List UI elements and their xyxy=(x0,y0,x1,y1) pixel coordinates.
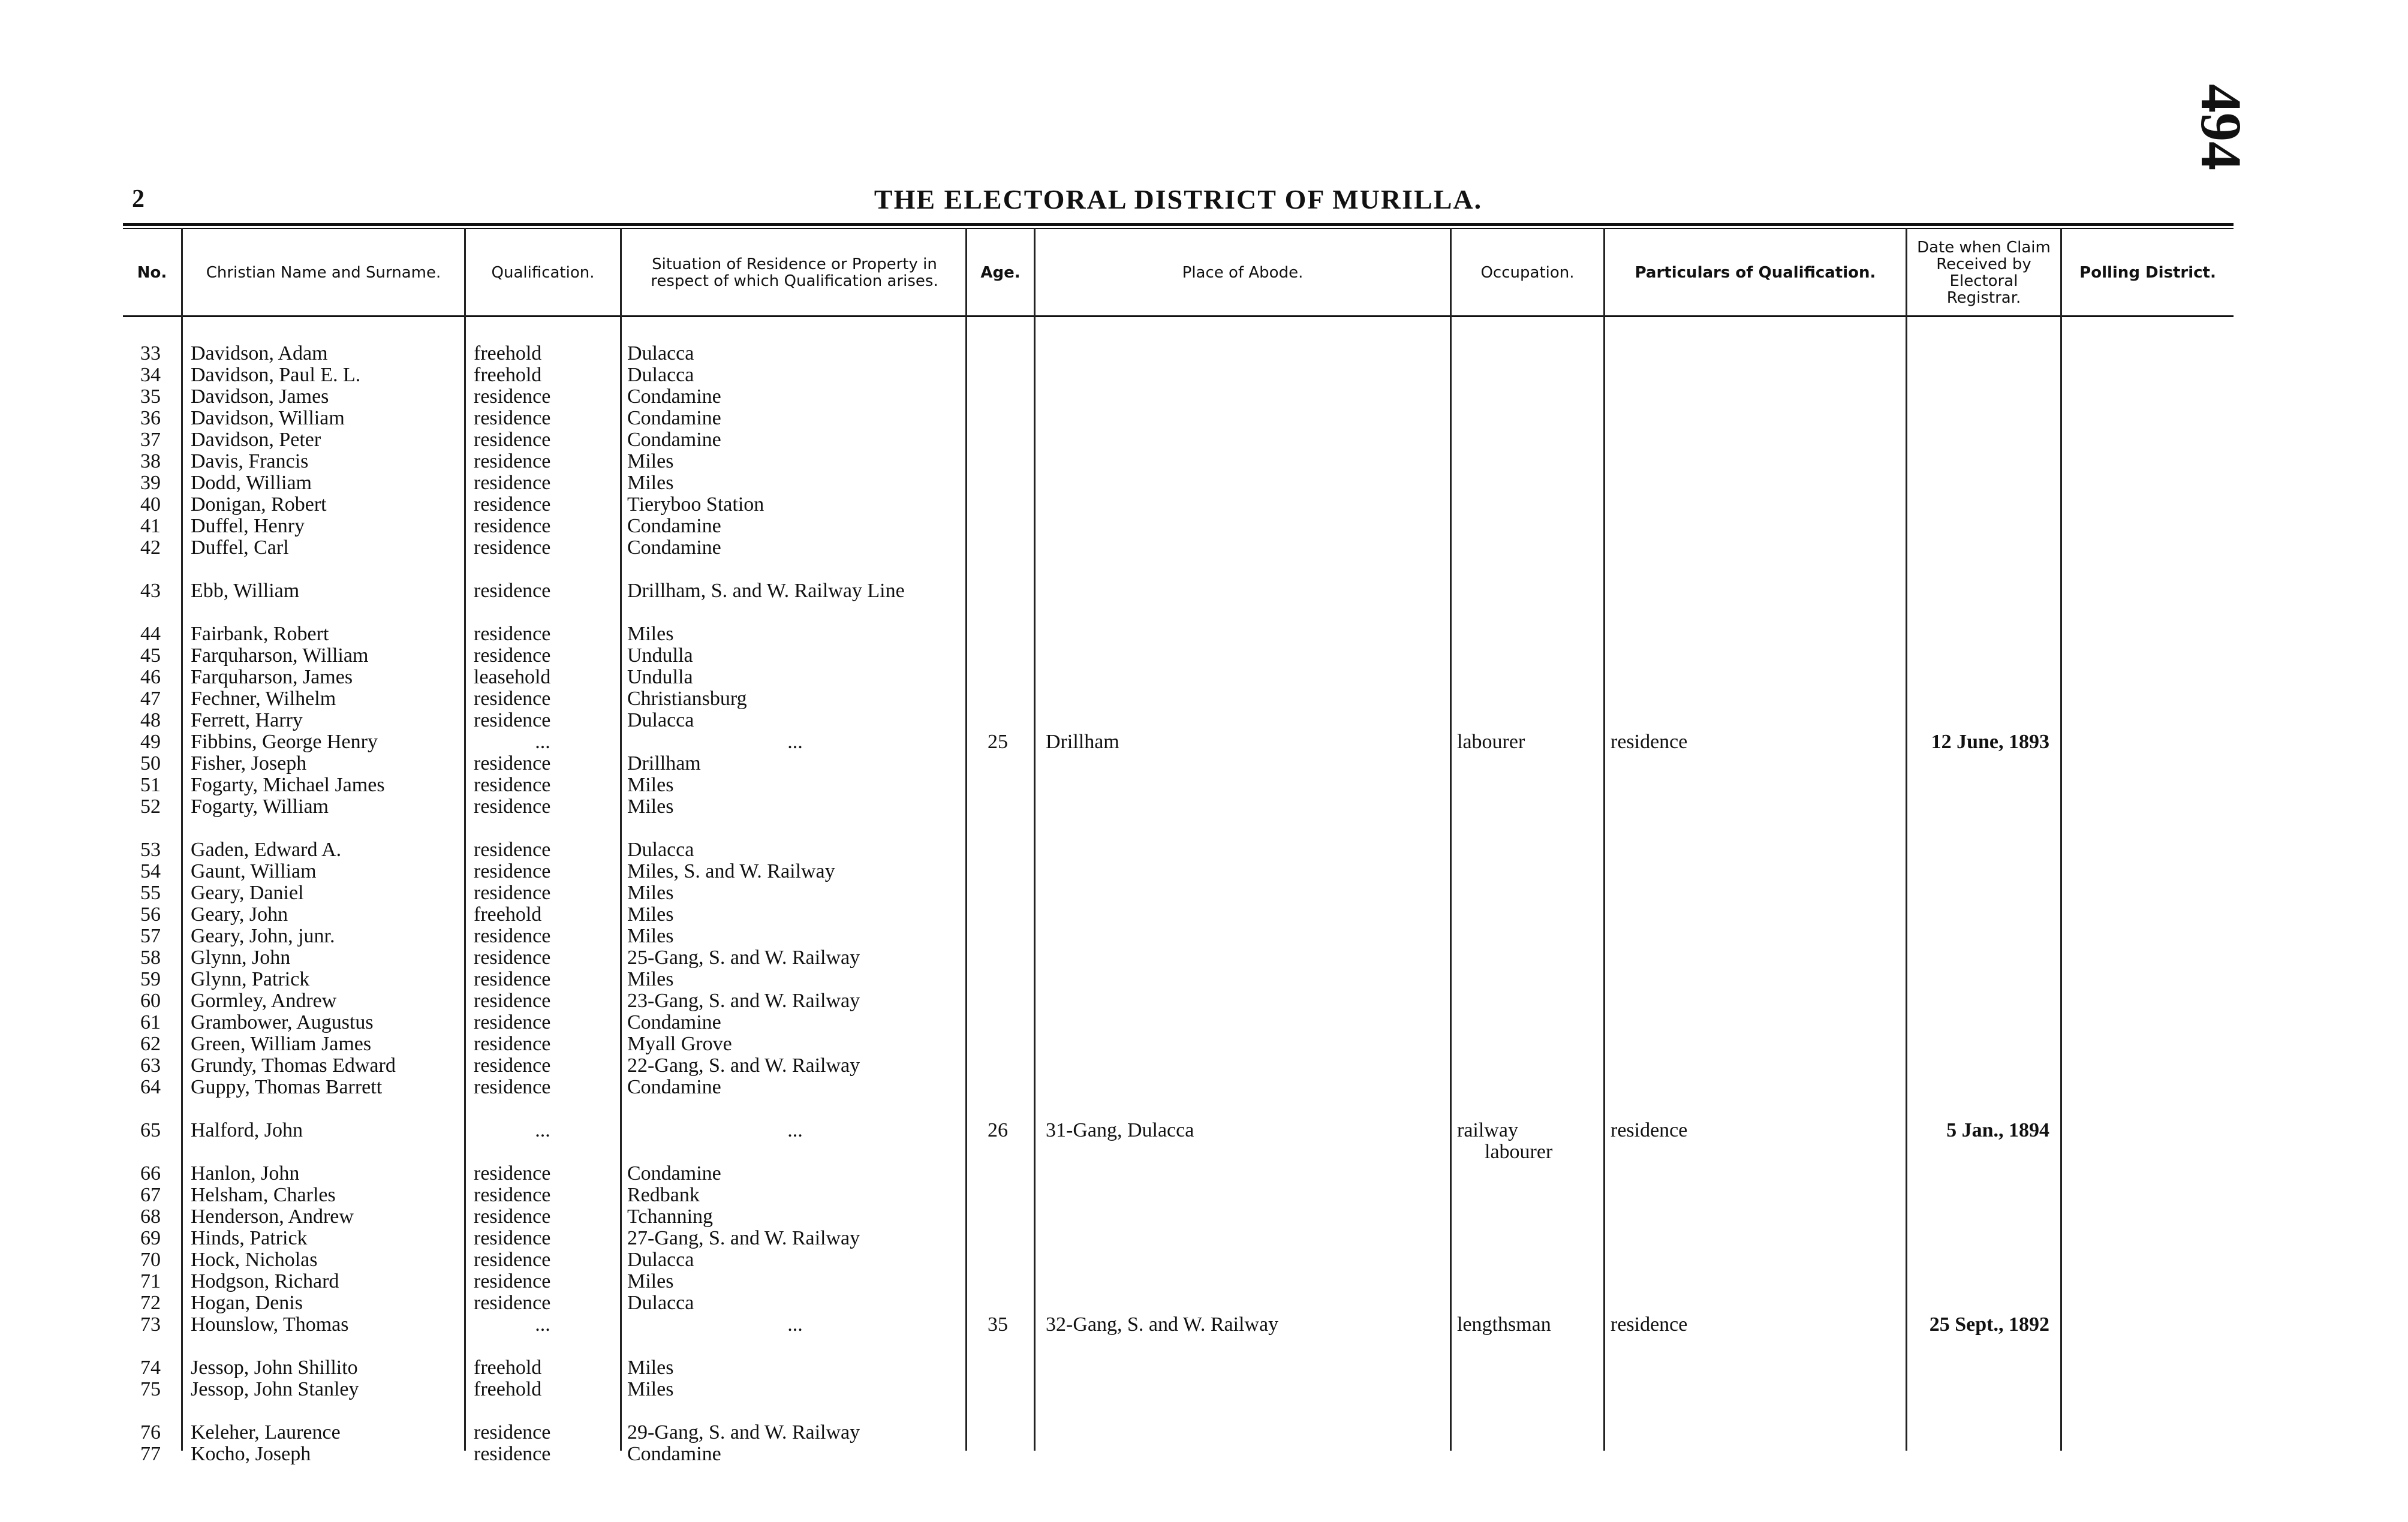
entry-residence: Redbank xyxy=(627,1184,700,1206)
entry-number: 48 xyxy=(140,709,161,731)
entry-residence: Christiansburg xyxy=(627,688,747,710)
entry-qualification: residence xyxy=(474,1292,551,1314)
entry-name: Gaden, Edward A. xyxy=(191,839,342,861)
entry-qualification: residence xyxy=(474,407,551,429)
entry-number: 70 xyxy=(140,1249,161,1271)
entry-name: Ebb, William xyxy=(191,580,300,602)
header-polling: Polling District. xyxy=(2079,264,2216,282)
entry-residence: Miles xyxy=(627,472,674,494)
page-number: 2 xyxy=(132,185,145,213)
entry-qualification: residence xyxy=(474,537,551,559)
entry-name: Davidson, William xyxy=(191,407,345,429)
entry-residence: Condamine xyxy=(627,1011,721,1033)
entry-name: Fogarty, William xyxy=(191,795,329,818)
entry-name: Green, William James xyxy=(191,1033,372,1055)
entry-number: 53 xyxy=(140,839,161,861)
entry-qualification: residence xyxy=(474,839,551,861)
entry-name: Grundy, Thomas Edward xyxy=(191,1054,396,1077)
entry-residence: Tchanning xyxy=(627,1205,714,1228)
entry-name: Hodgson, Richard xyxy=(191,1270,339,1292)
entry-qualification: freehold xyxy=(474,342,542,364)
column-divider xyxy=(181,228,183,1451)
entry-residence: Dulacca xyxy=(627,342,694,364)
column-divider xyxy=(620,228,622,1451)
entry-number: 45 xyxy=(140,644,161,667)
entry-name: Davidson, Paul E. L. xyxy=(191,364,361,386)
entry-residence: Dulacca xyxy=(627,839,694,861)
entry-qualification: freehold xyxy=(474,903,542,926)
page-stamp: 494 xyxy=(2189,84,2253,170)
entry-number: 57 xyxy=(140,925,161,947)
entry-age: 25 xyxy=(988,731,1008,753)
entry-residence: Miles xyxy=(627,903,674,926)
entry-qualification: residence xyxy=(474,688,551,710)
entry-number: 66 xyxy=(140,1162,161,1185)
entry-number: 38 xyxy=(140,450,161,472)
entry-date-received: 25 Sept., 1892 xyxy=(1929,1313,2049,1336)
entry-residence: Condamine xyxy=(627,407,721,429)
entry-name: Dodd, William xyxy=(191,472,312,494)
entry-age: 35 xyxy=(988,1313,1008,1336)
entry-qualification: residence xyxy=(474,1076,551,1098)
entry-number: 76 xyxy=(140,1421,161,1443)
entry-residence: Condamine xyxy=(627,537,721,559)
entry-number: 36 xyxy=(140,407,161,429)
entry-qualification: leasehold xyxy=(474,666,551,688)
entry-residence: 25-Gang, S. and W. Railway xyxy=(627,947,860,969)
entry-residence: Dulacca xyxy=(627,1249,694,1271)
entry-number: 59 xyxy=(140,968,161,990)
entry-number: 42 xyxy=(140,537,161,559)
entry-number: 56 xyxy=(140,903,161,926)
entry-number: 58 xyxy=(140,947,161,969)
entry-number: 73 xyxy=(140,1313,161,1336)
entry-name: Jessop, John Shillito xyxy=(191,1357,358,1379)
header-occupation: Occupation. xyxy=(1480,264,1575,282)
entry-name: Hanlon, John xyxy=(191,1162,300,1185)
entry-qualification: residence xyxy=(474,1270,551,1292)
entry-qualification: residence xyxy=(474,1054,551,1077)
entry-number: 37 xyxy=(140,429,161,451)
entry-date-received: 12 June, 1893 xyxy=(1931,731,2049,753)
header-name: Christian Name and Surname. xyxy=(206,264,441,282)
column-divider xyxy=(2060,228,2062,1451)
entry-particulars: residence xyxy=(1611,1313,1688,1336)
entry-number: 41 xyxy=(140,515,161,537)
entry-name: Donigan, Robert xyxy=(191,493,327,516)
entry-number: 72 xyxy=(140,1292,161,1314)
entry-qualification: residence xyxy=(474,1421,551,1443)
entry-residence: Condamine xyxy=(627,385,721,408)
entry-name: Davis, Francis xyxy=(191,450,309,472)
entry-name: Geary, John xyxy=(191,903,288,926)
entry-residence: Undulla xyxy=(627,666,693,688)
entry-residence: Miles xyxy=(627,925,674,947)
entry-number: 52 xyxy=(140,795,161,818)
entry-residence: Condamine xyxy=(627,1162,721,1185)
entry-residence: Undulla xyxy=(627,644,693,667)
entry-residence: Miles xyxy=(627,623,674,645)
entry-qualification: residence xyxy=(474,1184,551,1206)
column-divider xyxy=(464,228,466,1451)
page-title: THE ELECTORAL DISTRICT OF MURILLA. xyxy=(874,184,1483,215)
entry-residence: Dulacca xyxy=(627,709,694,731)
entry-qualification: residence xyxy=(474,925,551,947)
entry-qualification: residence xyxy=(474,1162,551,1185)
entry-residence: Condamine xyxy=(627,1076,721,1098)
entry-particulars: residence xyxy=(1611,1119,1688,1141)
entry-qualification: ... xyxy=(535,1313,550,1336)
entry-name: Ferrett, Harry xyxy=(191,709,303,731)
entry-name: Fibbins, George Henry xyxy=(191,731,378,753)
entry-name: Farquharson, James xyxy=(191,666,353,688)
entry-residence: 23-Gang, S. and W. Railway xyxy=(627,990,860,1012)
entry-name: Glynn, Patrick xyxy=(191,968,310,990)
entry-number: 43 xyxy=(140,580,161,602)
entry-number: 61 xyxy=(140,1011,161,1033)
entry-residence: Condamine xyxy=(627,429,721,451)
column-divider xyxy=(965,228,967,1451)
entry-number: 49 xyxy=(140,731,161,753)
column-divider xyxy=(1906,228,1907,1451)
entry-name: Fisher, Joseph xyxy=(191,752,307,774)
header-date: Date when Claim Received by Electoral Registrar. xyxy=(1917,239,2051,307)
entry-number: 47 xyxy=(140,688,161,710)
entry-occupation: railway xyxy=(1457,1119,1518,1141)
entry-qualification: residence xyxy=(474,774,551,796)
top-rule-thick xyxy=(123,223,2234,226)
entry-number: 77 xyxy=(140,1443,161,1465)
entry-name: Henderson, Andrew xyxy=(191,1205,354,1228)
entry-number: 50 xyxy=(140,752,161,774)
entry-qualification: residence xyxy=(474,990,551,1012)
entry-qualification: residence xyxy=(474,968,551,990)
entry-qualification: residence xyxy=(474,623,551,645)
entry-residence: Miles xyxy=(627,450,674,472)
entry-qualification: freehold xyxy=(474,1378,542,1400)
entry-name: Fairbank, Robert xyxy=(191,623,329,645)
entry-qualification: residence xyxy=(474,882,551,904)
header-abode: Place of Abode. xyxy=(1182,264,1304,282)
entry-qualification: residence xyxy=(474,1011,551,1033)
column-divider xyxy=(1034,228,1036,1451)
entry-abode: 31-Gang, Dulacca xyxy=(1046,1119,1194,1141)
entry-qualification: residence xyxy=(474,947,551,969)
entry-residence: Dulacca xyxy=(627,1292,694,1314)
entry-name: Farquharson, William xyxy=(191,644,369,667)
entry-number: 55 xyxy=(140,882,161,904)
entry-number: 74 xyxy=(140,1357,161,1379)
header-qualification: Qualification. xyxy=(491,264,595,282)
entry-number: 54 xyxy=(140,860,161,882)
entry-name: Fogarty, Michael James xyxy=(191,774,385,796)
entry-residence: Condamine xyxy=(627,515,721,537)
entry-qualification: residence xyxy=(474,795,551,818)
header-situation: Situation of Residence or Property in respect of which Qualification arises. xyxy=(651,255,938,290)
entry-qualification: residence xyxy=(474,644,551,667)
entry-qualification: residence xyxy=(474,752,551,774)
entry-qualification: residence xyxy=(474,385,551,408)
entry-residence: Miles xyxy=(627,1357,674,1379)
entry-qualification: residence xyxy=(474,1205,551,1228)
entry-residence: Tieryboo Station xyxy=(627,493,764,516)
entry-qualification: residence xyxy=(474,515,551,537)
entry-residence: Miles xyxy=(627,774,674,796)
entry-number: 39 xyxy=(140,472,161,494)
entry-residence: 29-Gang, S. and W. Railway xyxy=(627,1421,860,1443)
entry-number: 51 xyxy=(140,774,161,796)
entry-residence: Miles, S. and W. Railway xyxy=(627,860,835,882)
entry-name: Halford, John xyxy=(191,1119,303,1141)
entry-number: 71 xyxy=(140,1270,161,1292)
entry-residence: Miles xyxy=(627,795,674,818)
column-divider xyxy=(1603,228,1605,1451)
entry-residence: Drillham, S. and W. Railway Line xyxy=(627,580,905,602)
entry-number: 67 xyxy=(140,1184,161,1206)
entry-name: Keleher, Laurence xyxy=(191,1421,341,1443)
entry-qualification: residence xyxy=(474,429,551,451)
header-rule xyxy=(123,315,2234,317)
entry-name: Grambower, Augustus xyxy=(191,1011,374,1033)
entry-residence: ... xyxy=(787,1119,803,1141)
entry-name: Hounslow, Thomas xyxy=(191,1313,349,1336)
entry-occupation: labourer xyxy=(1457,731,1525,753)
entry-number: 40 xyxy=(140,493,161,516)
header-particulars: Particulars of Qualification. xyxy=(1635,264,1876,282)
entry-qualification: residence xyxy=(474,1249,551,1271)
entry-qualification: residence xyxy=(474,860,551,882)
entry-number: 34 xyxy=(140,364,161,386)
header-no: No. xyxy=(137,264,167,282)
entry-occupation: labourer xyxy=(1485,1141,1553,1163)
entry-name: Jessop, John Stanley xyxy=(191,1378,359,1400)
entry-name: Geary, Daniel xyxy=(191,882,304,904)
entry-name: Geary, John, junr. xyxy=(191,925,335,947)
entry-name: Gormley, Andrew xyxy=(191,990,337,1012)
entry-name: Davidson, Adam xyxy=(191,342,328,364)
entry-number: 44 xyxy=(140,623,161,645)
entry-name: Hinds, Patrick xyxy=(191,1227,308,1249)
entry-residence: Miles xyxy=(627,882,674,904)
entry-number: 75 xyxy=(140,1378,161,1400)
entry-qualification: residence xyxy=(474,580,551,602)
entry-qualification: ... xyxy=(535,1119,550,1141)
entry-occupation: lengthsman xyxy=(1457,1313,1551,1336)
entry-number: 46 xyxy=(140,666,161,688)
entry-residence: Miles xyxy=(627,1378,674,1400)
entry-name: Hogan, Denis xyxy=(191,1292,303,1314)
entry-number: 65 xyxy=(140,1119,161,1141)
entry-name: Glynn, John xyxy=(191,947,291,969)
entry-residence: Condamine xyxy=(627,1443,721,1465)
entry-residence: ... xyxy=(787,1313,803,1336)
entry-residence: Drillham xyxy=(627,752,701,774)
entry-name: Davidson, Peter xyxy=(191,429,321,451)
entry-qualification: freehold xyxy=(474,364,542,386)
entry-particulars: residence xyxy=(1611,731,1688,753)
entry-qualification: residence xyxy=(474,450,551,472)
entry-residence: Miles xyxy=(627,968,674,990)
entry-residence: Dulacca xyxy=(627,364,694,386)
top-rule-thin xyxy=(123,228,2234,229)
entry-age: 26 xyxy=(988,1119,1008,1141)
entry-qualification: residence xyxy=(474,1033,551,1055)
entry-residence: Myall Grove xyxy=(627,1033,732,1055)
entry-qualification: residence xyxy=(474,1227,551,1249)
entry-qualification: ... xyxy=(535,731,550,753)
column-divider xyxy=(1450,228,1452,1451)
entry-number: 69 xyxy=(140,1227,161,1249)
entry-number: 35 xyxy=(140,385,161,408)
entry-number: 33 xyxy=(140,342,161,364)
header-age: Age. xyxy=(980,264,1021,282)
entry-qualification: residence xyxy=(474,493,551,516)
entry-number: 62 xyxy=(140,1033,161,1055)
entry-residence: 27-Gang, S. and W. Railway xyxy=(627,1227,860,1249)
entry-qualification: freehold xyxy=(474,1357,542,1379)
entry-name: Guppy, Thomas Barrett xyxy=(191,1076,383,1098)
entry-name: Kocho, Joseph xyxy=(191,1443,311,1465)
entry-name: Duffel, Henry xyxy=(191,515,305,537)
entry-date-received: 5 Jan., 1894 xyxy=(1946,1119,2049,1141)
entry-name: Hock, Nicholas xyxy=(191,1249,318,1271)
entry-name: Duffel, Carl xyxy=(191,537,289,559)
entry-number: 64 xyxy=(140,1076,161,1098)
entry-residence: 22-Gang, S. and W. Railway xyxy=(627,1054,860,1077)
entry-number: 60 xyxy=(140,990,161,1012)
entry-residence: ... xyxy=(787,731,803,753)
entry-qualification: residence xyxy=(474,472,551,494)
entry-number: 63 xyxy=(140,1054,161,1077)
entry-qualification: residence xyxy=(474,1443,551,1465)
entry-residence: Miles xyxy=(627,1270,674,1292)
entry-abode: Drillham xyxy=(1046,731,1119,753)
entry-name: Davidson, James xyxy=(191,385,329,408)
entry-number: 68 xyxy=(140,1205,161,1228)
entry-name: Helsham, Charles xyxy=(191,1184,336,1206)
entry-name: Gaunt, William xyxy=(191,860,317,882)
entry-abode: 32-Gang, S. and W. Railway xyxy=(1046,1313,1279,1336)
entry-qualification: residence xyxy=(474,709,551,731)
entry-name: Fechner, Wilhelm xyxy=(191,688,336,710)
